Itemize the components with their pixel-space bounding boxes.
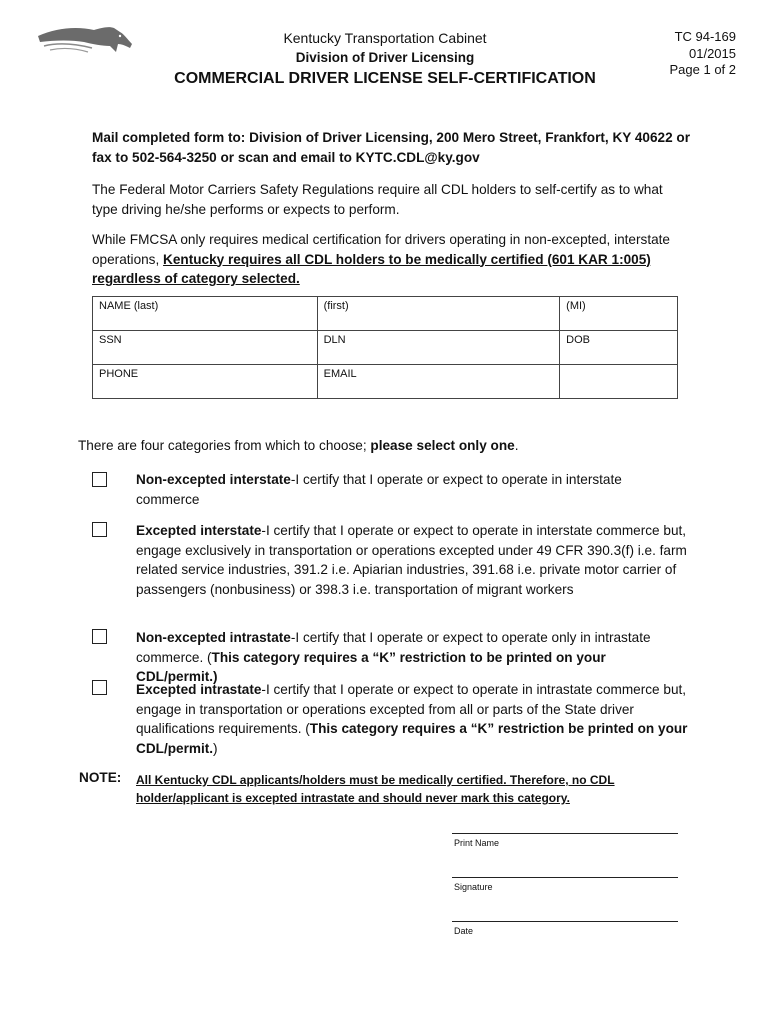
option-title: Excepted interstate [136, 523, 262, 538]
table-row [93, 331, 678, 365]
note-text: All Kentucky CDL applicants/holders must be medically certified. Therefore, no CDL holder/applicant is excepted intrastate and should never mark this category. [136, 773, 615, 805]
division-name: Division of Driver Licensing [295, 50, 475, 65]
fmcsa-text [92, 230, 692, 289]
option-text: -I certify that I operate or expect to operate in interstate commerce [136, 472, 622, 507]
dln-field[interactable]: DLN [317, 331, 560, 365]
non-excepted-intrastate-checkbox[interactable] [92, 629, 107, 644]
name-mi-field[interactable]: (MI) [560, 297, 678, 331]
note-label: NOTE: [79, 770, 122, 785]
kentucky-requirement: Kentucky requires all CDL holders to be medically certified (601 KAR 1:005) regardless of category selected. [92, 251, 651, 286]
ssn-field[interactable]: SSN [93, 331, 318, 365]
form-number: TC 94-169 [674, 29, 736, 44]
option-title: Non-excepted interstate [136, 472, 291, 487]
choose-end: . [514, 438, 519, 453]
signature-line[interactable] [452, 877, 678, 878]
page-title: COMMERCIAL DRIVER LICENSE SELF-CERTIFICATION [174, 70, 596, 87]
blank-field[interactable] [560, 365, 678, 399]
option-excepted-interstate [136, 521, 688, 599]
print-name-line[interactable] [452, 833, 678, 834]
fmcsa-start: While FMCSA only requires medical certification for drivers operating in non-excepted, interstate operations, [92, 232, 670, 267]
date-line[interactable] [452, 921, 678, 922]
page-indicator: Page 1 of 2 [669, 62, 736, 77]
option-tail: ) [213, 740, 218, 756]
option-emph: This category requires a “K” restriction be printed on your CDL/permit. [136, 721, 688, 756]
option-emph: This category requires a “K” restriction to be printed on your CDL/permit.) [136, 649, 606, 684]
dob-field[interactable]: DOB [560, 331, 678, 365]
option-non-excepted-interstate [136, 470, 688, 509]
agency-name: Kentucky Transportation Cabinet [283, 30, 487, 46]
phone-field[interactable]: PHONE [93, 365, 318, 399]
date-label: Date [454, 926, 474, 936]
federal-regulations-text: The Federal Motor Carriers Safety Regulations require all CDL holders to self-certify as to what type driving he/she performs or expects to perform. [92, 182, 663, 217]
email-field[interactable]: EMAIL [317, 365, 560, 399]
option-title: Excepted intrastate [136, 682, 262, 697]
excepted-intrastate-checkbox[interactable] [92, 680, 107, 695]
option-title: Non-excepted intrastate [136, 630, 291, 645]
option-non-excepted-intrastate [136, 628, 688, 687]
driver-info-table [92, 296, 678, 399]
signature-label: Signature [454, 882, 493, 892]
category-instructions [78, 438, 519, 453]
non-excepted-interstate-checkbox[interactable] [92, 472, 107, 487]
excepted-interstate-checkbox[interactable] [92, 522, 107, 537]
table-row [93, 297, 678, 331]
option-excepted-intrastate [136, 680, 688, 758]
choose-text: There are four categories from which to choose; [78, 438, 371, 453]
table-row [93, 365, 678, 399]
choose-emph: please select only one [370, 438, 515, 453]
option-text: -I certify that I operate or expect to operate in intrastate commerce but, engage in transportation or operations excepted from all or parts of the State driver qualifications requirements. ( [136, 682, 687, 736]
horse-head-logo-icon [36, 22, 136, 58]
form-date: 01/2015 [689, 46, 736, 61]
name-last-field[interactable]: NAME (last) [93, 297, 318, 331]
mail-instructions: Mail completed form to: Division of Driver Licensing, 200 Mero Street, Frankfort, KY 40622 or fax to 502-564-3250 or scan and email to KYTC.CDL@ky.gov [92, 130, 691, 165]
name-first-field[interactable]: (first) [317, 297, 560, 331]
print-name-label: Print Name [454, 838, 500, 848]
option-text: -I certify that I operate or expect to operate only in intrastate commerce. ( [136, 630, 651, 665]
option-text: -I certify that I operate or expect to operate in interstate commerce but, engage exclusively in transportation or operations excepted under 49 CFR 390.3(f) i.e. farm related service industries, 391.2 i.e. Apiarian industries, 391.68 i.e. private motor carrier of passengers (nonbusiness) or 398.3 i.e. transportation of migrant workers [136, 523, 687, 597]
